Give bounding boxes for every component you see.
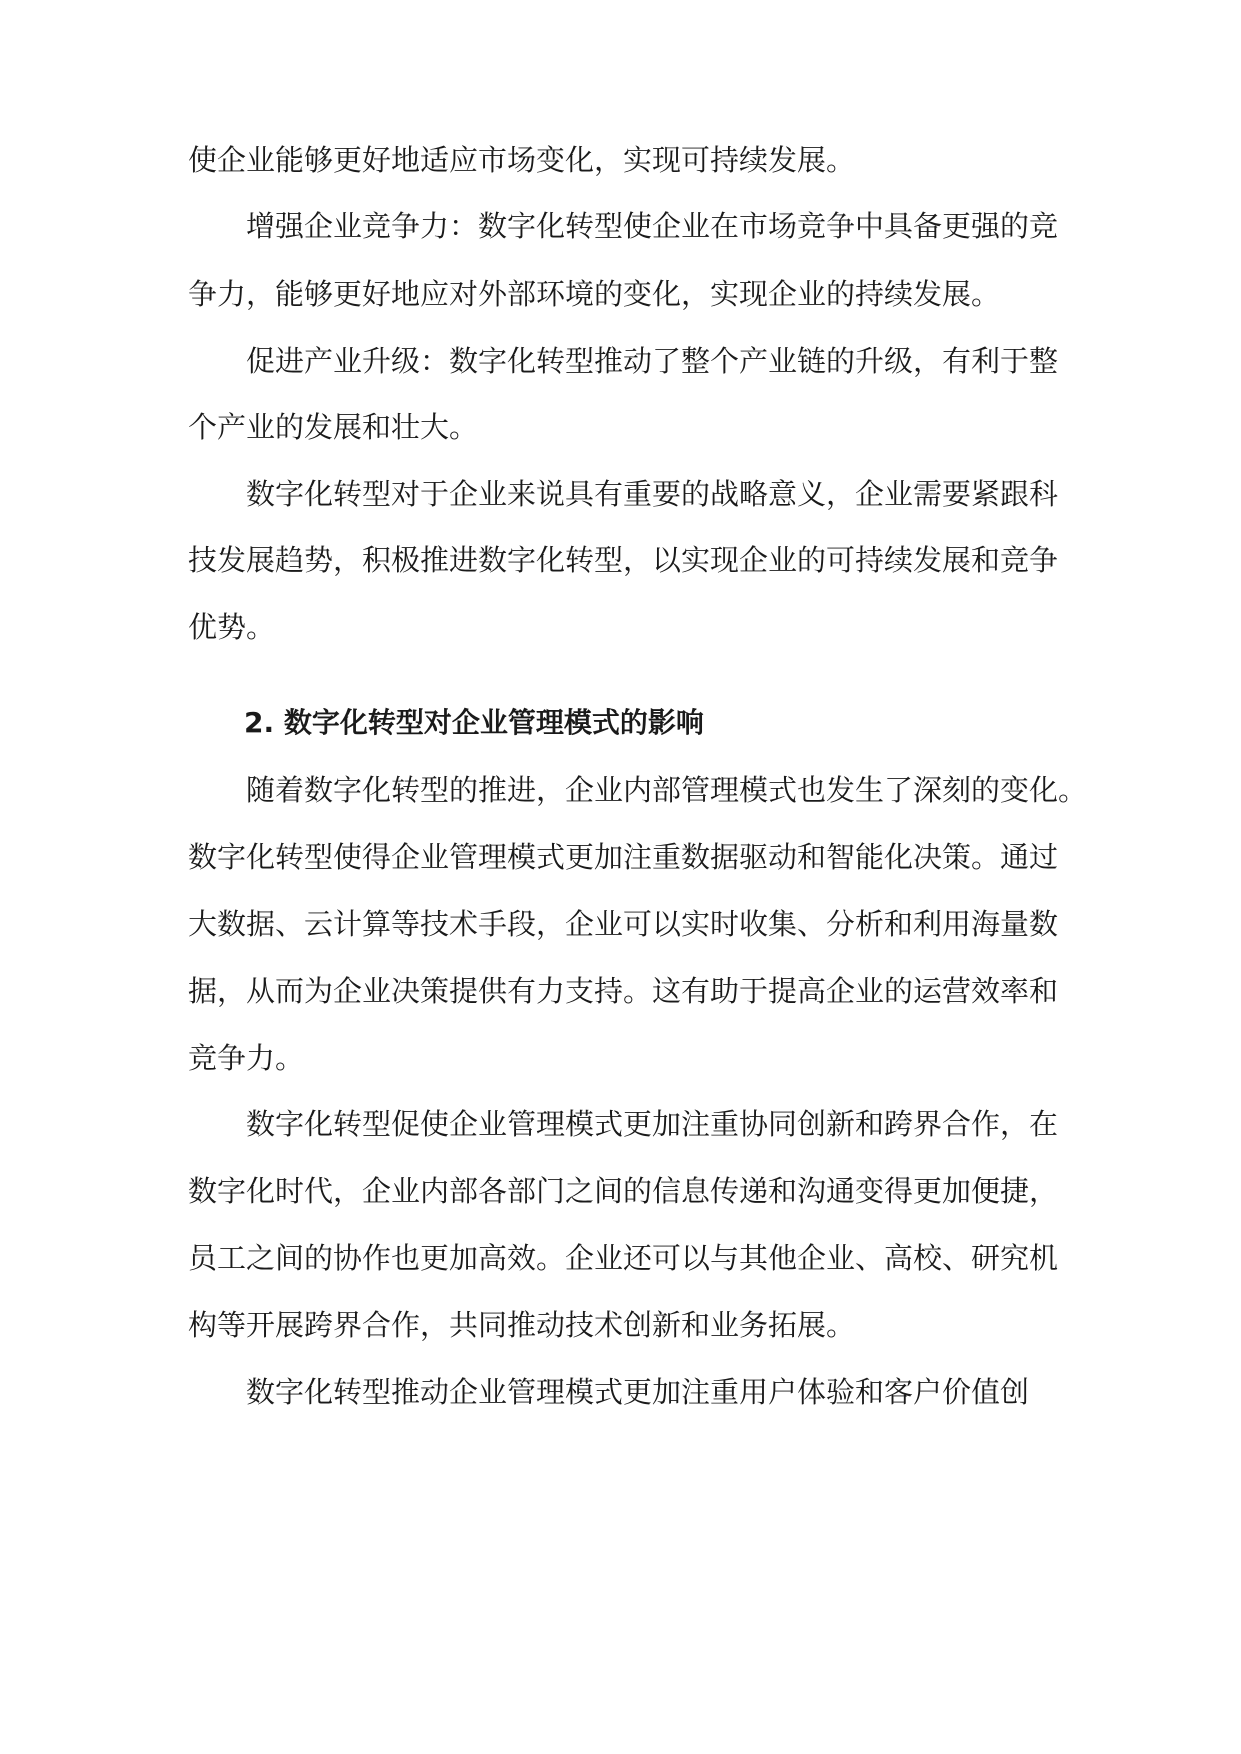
paragraph-line: 数字化转型对于企业来说具有重要的战略意义，企业需要紧跟科 — [246, 477, 1059, 511]
paragraph-line: 数字化转型促使企业管理模式更加注重协同创新和跨界合作，在 — [246, 1107, 1059, 1141]
paragraph-line: 竞争力。 — [188, 1041, 305, 1075]
paragraph-line: 争力，能够更好地应对外部环境的变化，实现企业的持续发展。 — [188, 277, 1001, 311]
paragraph-line: 增强企业竞争力：数字化转型使企业在市场竞争中具备更强的竞 — [246, 209, 1059, 243]
paragraph-line: 数字化转型使得企业管理模式更加注重数据驱动和智能化决策。通过 — [188, 840, 1059, 874]
paragraph-line: 个产业的发展和壮大。 — [188, 410, 479, 444]
section-heading: 2. 数字化转型对企业管理模式的影响 — [244, 706, 704, 739]
paragraph-line: 技发展趋势，积极推进数字化转型，以实现企业的可持续发展和竞争 — [188, 543, 1059, 577]
paragraph-line: 员工之间的协作也更加高效。企业还可以与其他企业、高校、研究机 — [188, 1241, 1059, 1275]
paragraph-line: 据，从而为企业决策提供有力支持。这有助于提高企业的运营效率和 — [188, 974, 1059, 1008]
paragraph-line: 使企业能够更好地适应市场变化，实现可持续发展。 — [188, 143, 856, 177]
paragraph-line: 随着数字化转型的推进，企业内部管理模式也发生了深刻的变化。 — [246, 773, 1088, 807]
paragraph-line: 促进产业升级：数字化转型推动了整个产业链的升级，有利于整 — [246, 344, 1059, 378]
paragraph-line: 数字化转型推动企业管理模式更加注重用户体验和客户价值创 — [246, 1375, 1030, 1409]
paragraph-line: 数字化时代，企业内部各部门之间的信息传递和沟通变得更加便捷， — [188, 1174, 1059, 1208]
paragraph-line: 大数据、云计算等技术手段，企业可以实时收集、分析和利用海量数 — [188, 907, 1059, 941]
paragraph-line: 构等开展跨界合作，共同推动技术创新和业务拓展。 — [188, 1308, 856, 1342]
paragraph-line: 优势。 — [188, 610, 276, 644]
